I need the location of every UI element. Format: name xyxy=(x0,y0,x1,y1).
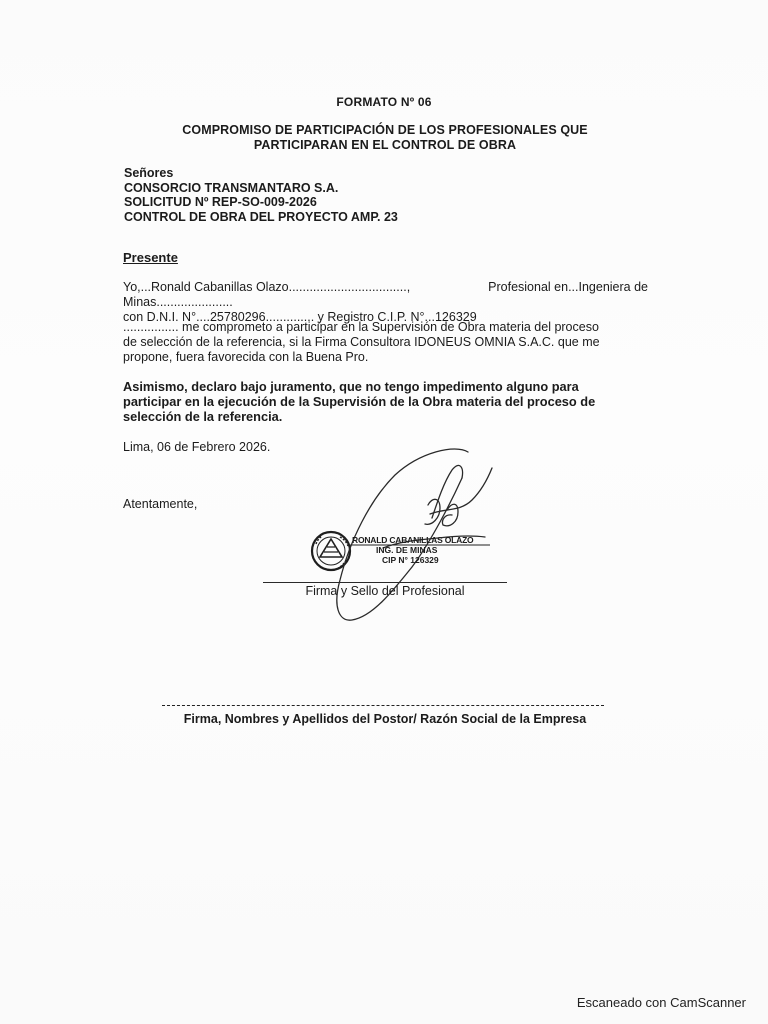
title-line-2: PARTICIPARAN EN EL CONTROL DE OBRA xyxy=(253,138,517,152)
addressee-project: CONTROL DE OBRA DEL PROYECTO AMP. 23 xyxy=(124,209,398,224)
signature-label: Firma y Sello del Profesional xyxy=(305,584,465,598)
identification-name: Yo,...Ronald Cabanillas Olazo.................................., xyxy=(123,280,411,294)
closing: Atentamente, xyxy=(123,497,198,511)
date-place: Lima, 06 de Febrero 2026. xyxy=(123,440,271,454)
bidder-signature-label: Firma, Nombres y Apellidos del Postor/ Razón Social de la Empresa xyxy=(183,712,587,726)
scanner-watermark: Escaneado con CamScanner xyxy=(576,995,746,1010)
identification-dni-cip: con D.N.I. N°....25780296.............. y Registro C.I.P. N°...126329 xyxy=(123,310,477,324)
stamp-cip: CIP N° 126329 xyxy=(382,555,439,565)
declaration-line-2: participar en la ejecución de la Supervisión de la Obra materia del proceso de xyxy=(123,394,596,409)
stamp-name: RONALD CABANILLAS OLAZO xyxy=(352,535,474,545)
declaration-line-3: selección de la referencia. xyxy=(123,409,283,424)
addressee-greeting: Señores xyxy=(124,166,174,180)
stamp-title: ING. DE MINAS xyxy=(376,545,438,555)
addressee-request: SOLICITUD Nº REP-SO-009-2026 xyxy=(124,195,317,209)
professional-stamp xyxy=(352,535,492,565)
title-line-1: COMPROMISO DE PARTICIPACIÓN DE LOS PROFESIONALES QUE xyxy=(182,123,588,137)
presente-heading: Presente xyxy=(123,250,178,265)
bidder-signature-line xyxy=(162,705,604,706)
identification-profession-cont: Minas...................... xyxy=(123,295,233,309)
addressee-company: CONSORCIO TRANSMANTARO S.A. xyxy=(124,180,339,195)
commitment-line-3: propone, fuera favorecida con la Buena Pro. xyxy=(123,350,369,364)
declaration-line-1: Asimismo, declaro bajo juramento, que no tengo impedimento alguno para xyxy=(123,379,579,394)
commitment-line-2: de selección de la referencia, si la Firma Consultora IDONEUS OMNIA S.A.C. que me xyxy=(123,335,600,349)
identification-profession: Profesional en...Ingeniera de xyxy=(488,280,648,294)
format-number: FORMATO Nº 06 xyxy=(336,95,432,109)
commitment-line-1: ................ me comprometo a participar en la Supervisión de Obra materia del proceso xyxy=(123,320,599,334)
signature-line xyxy=(263,582,507,583)
